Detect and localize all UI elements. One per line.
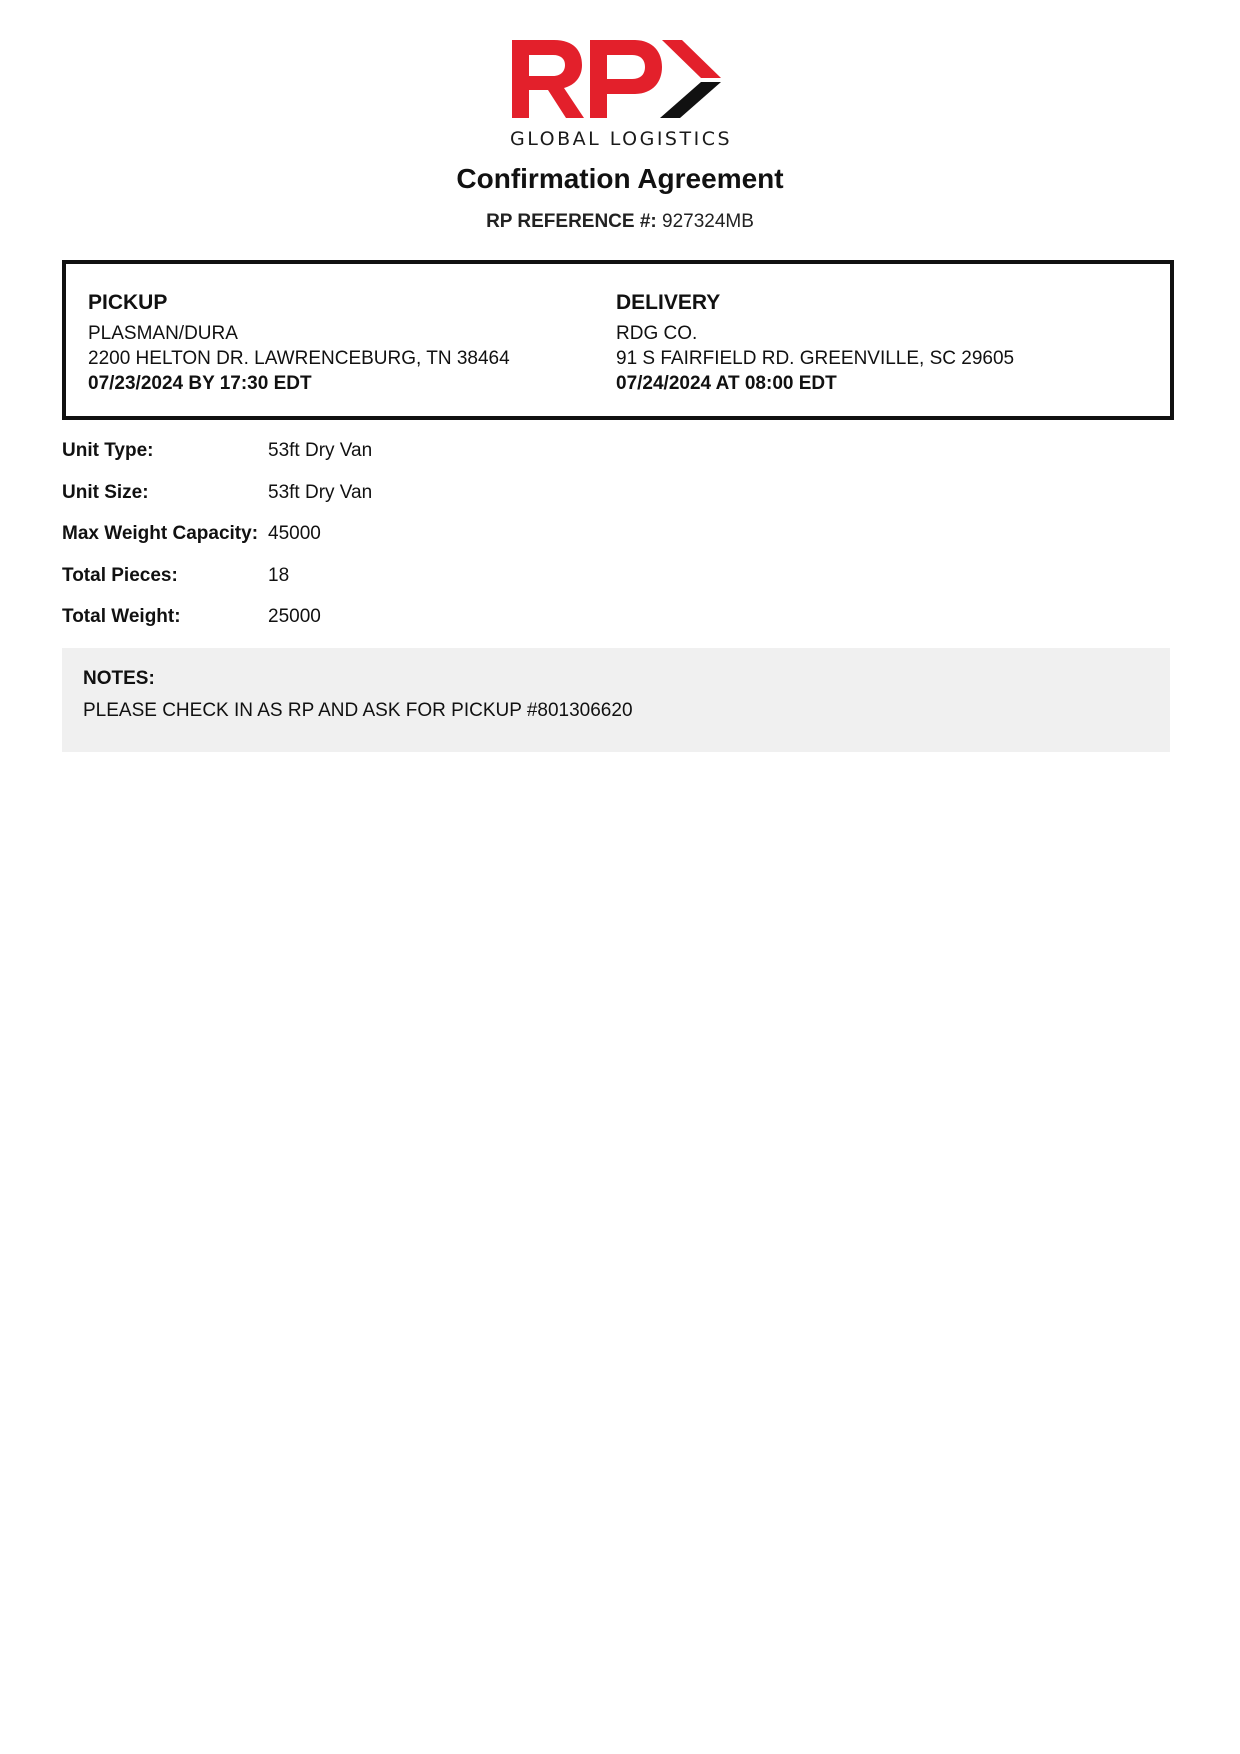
detail-row-unit-size [62, 482, 1166, 524]
rp-logo-mark [510, 38, 730, 122]
reference-line [0, 211, 1240, 233]
page-title: Confirmation Agreement [456, 163, 784, 194]
logo-chevron-black [660, 82, 721, 118]
pickup-company: PLASMAN/DURA [88, 323, 238, 344]
detail-label: Unit Type: [62, 440, 154, 461]
detail-label: Total Weight: [62, 606, 181, 627]
detail-row-max-weight [62, 523, 1166, 565]
company-logo [510, 38, 733, 150]
pickup-section [88, 290, 608, 396]
logo-letter-r [512, 40, 584, 118]
detail-value: 45000 [268, 523, 321, 544]
pickup-heading: PICKUP [88, 291, 168, 314]
shipment-details [62, 440, 1166, 648]
logo-tagline: GLOBAL LOGISTICS [510, 128, 733, 150]
pickup-time: 07/23/2024 BY 17:30 EDT [88, 373, 312, 394]
notes-text: PLEASE CHECK IN AS RP AND ASK FOR PICKUP #801306620 [83, 700, 633, 721]
detail-row-unit-type [62, 440, 1166, 482]
detail-row-total-weight [62, 606, 1166, 648]
reference-value: 927324MB [662, 211, 754, 232]
detail-value: 18 [268, 564, 290, 586]
logo-chevron-red [662, 40, 721, 78]
detail-label: Unit Size: [62, 481, 149, 503]
detail-label: Max Weight Capacity: [62, 523, 259, 544]
pickup-address: 2200 HELTON DR. LAWRENCEBURG, TN 38464 [88, 348, 510, 369]
delivery-company: RDG CO. [616, 323, 698, 344]
notes-panel [62, 648, 1170, 752]
notes-label: NOTES: [83, 668, 155, 689]
detail-value: 25000 [268, 606, 321, 627]
delivery-time: 07/24/2024 AT 08:00 EDT [616, 373, 837, 394]
logo-letter-p [590, 40, 662, 118]
detail-value: 53ft Dry Van [268, 481, 373, 503]
delivery-address: 91 S FAIRFIELD RD. GREENVILLE, SC 29605 [616, 348, 1015, 369]
reference-label: RP REFERENCE #: [486, 211, 657, 232]
detail-label: Total Pieces: [62, 564, 178, 586]
stops-box [62, 260, 1174, 420]
delivery-section [616, 290, 1136, 396]
delivery-heading: DELIVERY [616, 291, 721, 314]
detail-row-total-pieces [62, 565, 1166, 607]
detail-value: 53ft Dry Van [268, 440, 373, 461]
